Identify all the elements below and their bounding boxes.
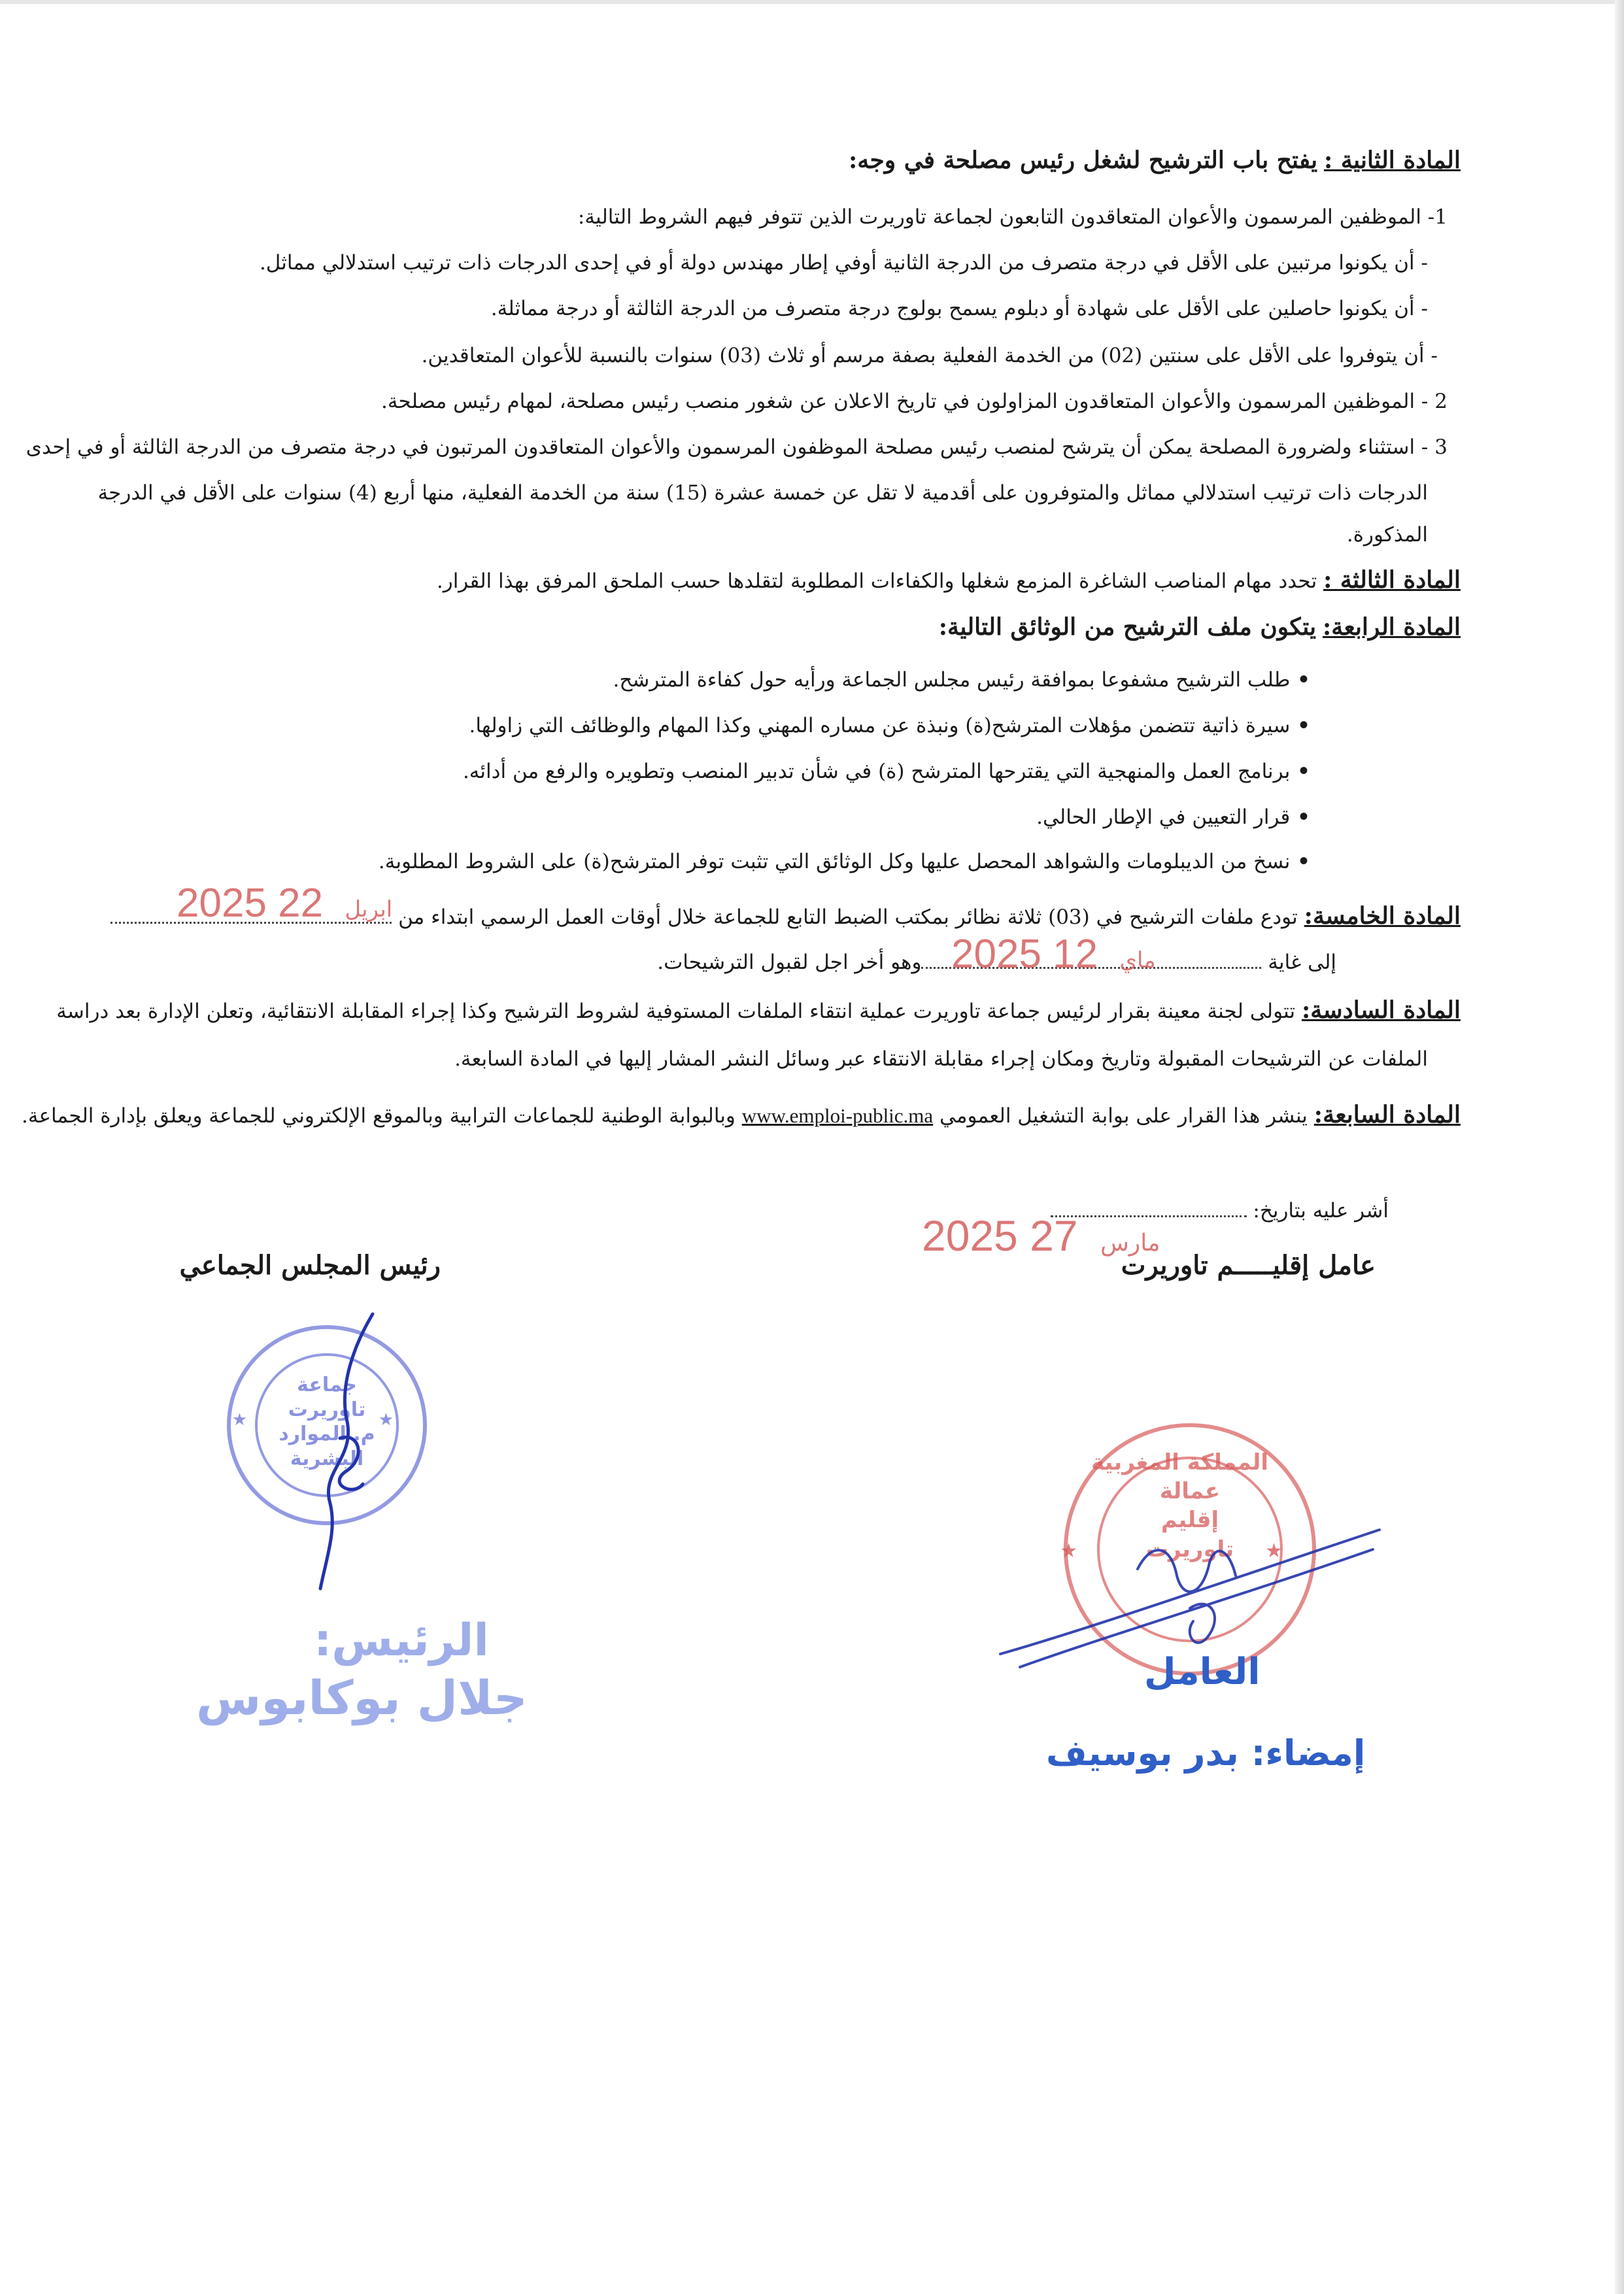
article4-heading: يتكون ملف الترشيح من الوثائق التالية:: [938, 613, 1317, 641]
end-date-year: 2025: [951, 932, 1041, 977]
governor-title: عامل إقليـــــم تاوريرت: [1121, 1250, 1376, 1281]
governor-label: العامل: [1144, 1651, 1260, 1693]
end-date-handwritten: [951, 931, 1166, 977]
president-name-title: الرئيس:: [314, 1615, 489, 1666]
article2-condition2: - أن يكونوا حاصلين على الأقل على شهادة أو دبلوم يسمح بولوج درجة متصرف من الدرجة الثالثة أو درجة مماثلة.: [490, 297, 1428, 320]
start-date-day: 22: [278, 881, 324, 926]
president-stamp-text: جماعة تاوريرت م. الموارد البشرية: [279, 1374, 375, 1470]
article2-condition3: - أن يتوفروا على الأقل على سنتين (02) من الخدمة الفعلية بصفة مرسم أو ثلاث (03) سنوات بالنسبة للأعوان المتعاقدين.: [421, 344, 1438, 367]
president-signature-icon: [301, 1307, 392, 1595]
approval-date-day: 27: [1030, 1211, 1078, 1260]
article2-item3-line3: المذكورة.: [1346, 523, 1428, 547]
article5-deadline: وهو أخر اجل لقبول الترشيحات.: [657, 951, 922, 974]
article2-item2: 2 - الموظفين المرسمون والأعوان المتعاقدون المزاولون في تاريخ الاعلان عن شغور منصب رئيس مصلحة، لمهام رئيس مصلحة.: [381, 390, 1447, 413]
article2-item1: 1- الموظفين المرسمون والأعوان المتعاقدون التابعون لجماعة تاوريرت الذين تتوفر فيهم الشروط التالية:: [577, 205, 1447, 229]
svg-text:★: ★: [231, 1410, 247, 1430]
approval-text: أشر عليه بتاريخ:: [1253, 1199, 1389, 1223]
doc-item: • نسخ من الديبلومات والشواهد المحصل عليها وكل الوثائق التي تثبت توفر المترشح(ة) على الشروط المطلوبة.: [0, 849, 1310, 875]
article6-line1: [56, 995, 1461, 1026]
start-date-year: 2025: [177, 881, 267, 926]
svg-text:★: ★: [1265, 1540, 1283, 1562]
article7-text-a: ينشر هذا القرار على بوابة التشغيل العمومي: [939, 1104, 1308, 1128]
doc-item: • برنامج العمل والمنهجية التي يقترحها المترشح (ة) في شأن تدبير المنصب وتطويره والرفع من أدائه.: [0, 758, 1310, 784]
article5-text: تودع ملفات الترشيح في (03) ثلاثة نظائر بمكتب الضبط التابع للجماعة خلال أوقات العمل الرسمي ابتداء من: [398, 905, 1298, 929]
doc-item: • سيرة ذاتية تتضمن مؤهلات المترشح(ة) ونبذة عن مساره المهني وكذا المهام والوظائف التي زاولها.: [0, 713, 1310, 739]
emploi-public-url[interactable]: www.emploi-public.ma: [741, 1104, 934, 1127]
article3: [146, 565, 1461, 596]
article7-label: المادة السابعة:: [1313, 1101, 1461, 1128]
article3-text: تحدد مهام المناصب الشاغرة المزمع شغلها والكفاءات المطلوبة لتقلدها حسب الملحق المرفق بهذا القرار.: [436, 569, 1317, 593]
end-date-day: 12: [1053, 932, 1098, 977]
end-date-month: ماي: [1119, 948, 1156, 973]
article2-condition1: - أن يكونوا مرتبين على الأقل في درجة متصرف من الدرجة الثانية أوفي إطار مهندس دولة أو في إحدى الدرجات ذات ترتيب استدلالي مماثل.: [259, 251, 1428, 275]
article2-heading: يفتح باب الترشيح لشغل رئيس مصلحة في وجه:: [848, 146, 1318, 174]
article4-header: [146, 612, 1461, 643]
article2-label: المادة الثانية :: [1324, 146, 1461, 174]
article4-label: المادة الرابعة:: [1323, 613, 1461, 641]
article7-text-b: وبالبوابة الوطنية للجماعات الترابية وبالموقع الإلكتروني للجماعة ويعلق بإدارة الجماعة.: [21, 1104, 736, 1128]
article5-label: المادة الخامسة:: [1304, 902, 1461, 930]
article6-text1: تتولى لجنة معينة بقرار لرئيس جماعة تاوريرت عملية انتقاء الملفات المستوفية لشروط الترشيح وكذا إجراء المقابلة الانتقائية، وتعلن الإدارة بعد دراسة: [56, 1000, 1296, 1023]
doc-item: • طلب الترشيح مشفوعا بموافقة رئيس مجلس الجماعة ورأيه حول كفاءة المترشح.: [0, 667, 1310, 693]
doc-item: • قرار التعيين في الإطار الحالي.: [0, 804, 1310, 830]
approval-date-year: 2025: [922, 1211, 1018, 1260]
start-date-month: ابريل: [345, 897, 393, 922]
governor-stamp-text: المملكة المغربية عمالة إقليم تاوريرت: [1091, 1449, 1268, 1562]
president-name: جلال بوكابوس: [196, 1670, 528, 1725]
article7: [21, 1100, 1461, 1130]
article2-item3-line2: الدرجات ذات ترتيب استدلالي مماثل والمتوفرون على أقدمية لا تقل عن خمسة عشرة (15) سنة من الخدمة الفعلية، منها أربع (4) سنوات على الأقل في الدرجة: [97, 481, 1428, 505]
president-title: رئيس المجلس الجماعي: [179, 1250, 441, 1281]
article3-label: المادة الثالثة :: [1323, 566, 1461, 594]
approval-date-month: مارس: [1100, 1229, 1160, 1256]
svg-text:★: ★: [1060, 1540, 1077, 1562]
start-date-handwritten: [177, 880, 403, 926]
governor-signature-name: إمضاء: بدر بوسيف: [1046, 1732, 1366, 1774]
article2-header: [146, 145, 1461, 176]
article5-until: إلى غاية: [1268, 951, 1336, 974]
article6-line2: الملفات عن الترشيحات المقبولة وتاريخ ومكان إجراء مقابلة الانتقاء عبر وسائل النشر المشار إليها في المادة السابعة.: [454, 1047, 1428, 1071]
svg-text:★: ★: [378, 1410, 394, 1430]
article2-item3-line1: 3 - استثناء ولضرورة المصلحة يمكن أن يترشح لمنصب رئيس مصلحة الموظفون المرسمون والأعوان المتعاقدون المرتبون في درجة متصرف من الدرجة الثالثة أو في إحدى: [25, 435, 1447, 459]
article6-label: المادة السادسة:: [1301, 996, 1461, 1024]
